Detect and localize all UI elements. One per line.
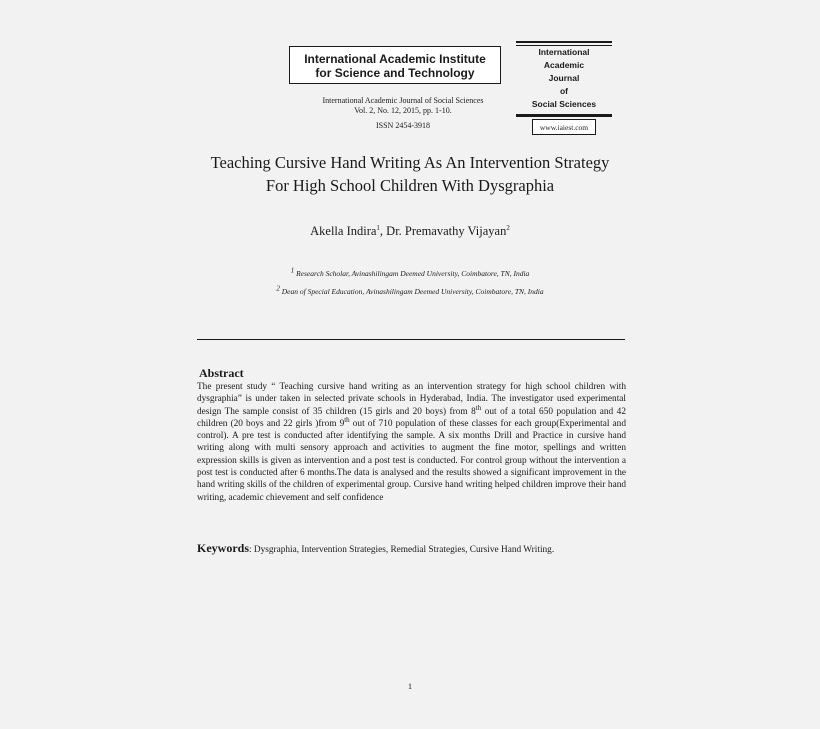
journal-box-line: Social Sciences	[531, 99, 597, 109]
page-number: 1	[407, 681, 413, 691]
abstract-sup-2: th	[344, 415, 350, 424]
affiliation-2-sup: 2	[276, 284, 280, 293]
paper-title-line2: For High School Children With Dysgraphia	[265, 176, 555, 195]
journal-reference	[290, 96, 516, 116]
author-1-sup: 1	[376, 223, 380, 232]
affiliation-2	[200, 286, 620, 298]
affiliation-1-sup: 1	[290, 266, 295, 275]
abstract-heading: Abstract	[199, 366, 244, 380]
journal-box-line: Journal	[548, 73, 580, 83]
journal-title-box	[516, 41, 612, 117]
section-divider	[197, 339, 625, 340]
issn: ISSN 2454-3918	[375, 121, 430, 130]
authors	[200, 222, 620, 240]
abstract-text-part1: The present study “ Teaching cursive hand writing as an intervention strategy for high school children with dysgraphia” is under taken in selected private schools in Hyderabad, India. The investigator used experimental design The sample consist of 35 children (15 girls and 20 boys) from 8	[197, 382, 626, 417]
paper-title	[150, 151, 670, 197]
abstract-sup-1: th	[475, 403, 482, 412]
affiliation-2-text: Dean of Special Education, Avinashilingam Deemed University, Coimbatore, TN, India	[279, 287, 544, 296]
abstract-text-part2: out of a total 650 population and 42 children (20 boys and 22 girls )from 9	[197, 406, 626, 429]
journal-reference-line2: Vol. 2, No. 12, 2015, pp. 1-10.	[354, 106, 452, 115]
keywords-label: Keywords	[197, 541, 249, 555]
abstract-body	[197, 381, 626, 504]
institute-header-box	[289, 46, 501, 84]
institute-name-line1: International Academic Institute	[304, 52, 486, 66]
journal-box-line: of	[559, 86, 569, 96]
journal-box-rule	[516, 45, 612, 46]
keywords-text: : Dysgraphia, Intervention Strategies, Remedial Strategies, Cursive Hand Writing.	[249, 545, 555, 555]
author-2: , Dr. Premavathy Vijayan	[379, 224, 507, 238]
keywords	[197, 541, 626, 557]
author-2-sup: 2	[506, 223, 510, 232]
journal-website-link[interactable]: www.iaiest.com	[532, 119, 596, 135]
journal-reference-line1: International Academic Journal of Social Sciences	[322, 96, 484, 105]
affiliation-1	[200, 268, 620, 280]
journal-box-line: International	[538, 47, 590, 57]
affiliation-1-text: Research Scholar, Avinashilingam Deemed University, Coimbatore, TN, India	[294, 269, 530, 278]
author-1: Akella Indira	[310, 224, 377, 238]
abstract-text-part3: out of 710 population of these classes for each group(Experimental and control). A pre test is conducted after identifying the sample. A six months Drill and Practice in cursive hand writing along with multi sensory approach and activities to augment the fine motor, spellings and written expression skills is given as intervention and a post test is conducted. For control group without the intervention a post test is conducted after 6 months.The data is analysed and the results showed a significant improvement in the hand writing skills of the children of experimental group. Cursive hand writing helped children improve their hand writing, academic chievement and self confidence	[197, 418, 626, 503]
paper-title-line1: Teaching Cursive Hand Writing As An Intervention Strategy	[210, 153, 610, 172]
institute-name-line2: for Science and Technology	[315, 66, 475, 80]
journal-box-line: Academic	[543, 60, 585, 70]
